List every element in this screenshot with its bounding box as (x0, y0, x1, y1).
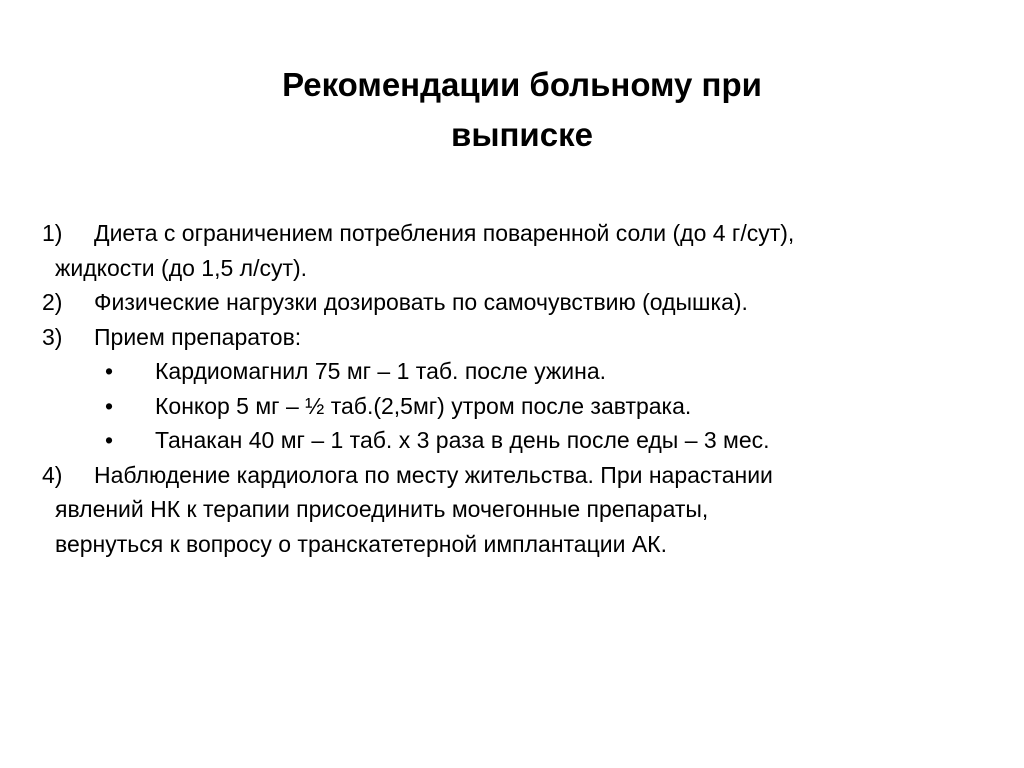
recommendations-list (42, 216, 982, 561)
medication-text: Кардиомагнил 75 мг – 1 таб. после ужина. (155, 358, 607, 384)
list-item-text: Прием препаратов: (94, 323, 302, 350)
list-item-text: Наблюдение кардиолога по месту жительства. При нарастании (94, 461, 773, 488)
list-item-1 (42, 216, 982, 285)
list-item-number: 4) (42, 461, 63, 488)
list-item-continuation: явлений НК к терапии присоединить мочегонные препараты, (55, 496, 709, 522)
title-line-1: Рекомендации больному при (282, 66, 762, 103)
list-item-number: 1) (42, 220, 63, 246)
list-item-number: 2) (42, 289, 63, 315)
list-item-continuation: жидкости (до 1,5 л/сут). (55, 254, 308, 281)
title-line-2: выписке (451, 116, 593, 153)
bullet-marker: • (105, 427, 114, 453)
list-item-number: 3) (42, 323, 63, 350)
medication-item (42, 354, 982, 389)
bullet-marker: • (105, 358, 114, 384)
medication-item (42, 389, 982, 424)
medication-text: Танакан 40 мг – 1 таб. х 3 раза в день после еды – 3 мес. (155, 427, 770, 453)
bullet-marker: • (105, 392, 114, 419)
list-item-text: Физические нагрузки дозировать по самочувствию (одышка). (94, 289, 748, 315)
list-item-4 (42, 458, 982, 562)
medication-text: Конкор 5 мг – ½ таб.(2,5мг) утром после завтрака. (155, 392, 692, 419)
page-title (150, 60, 894, 160)
list-item-continuation: вернуться к вопросу о транскатетерной имплантации АК. (55, 530, 667, 557)
list-item-3 (42, 320, 982, 458)
list-item-2 (42, 285, 982, 320)
medication-item (42, 423, 982, 458)
list-item-text: Диета с ограничением потребления поваренной соли (до 4 г/сут), (94, 220, 795, 246)
